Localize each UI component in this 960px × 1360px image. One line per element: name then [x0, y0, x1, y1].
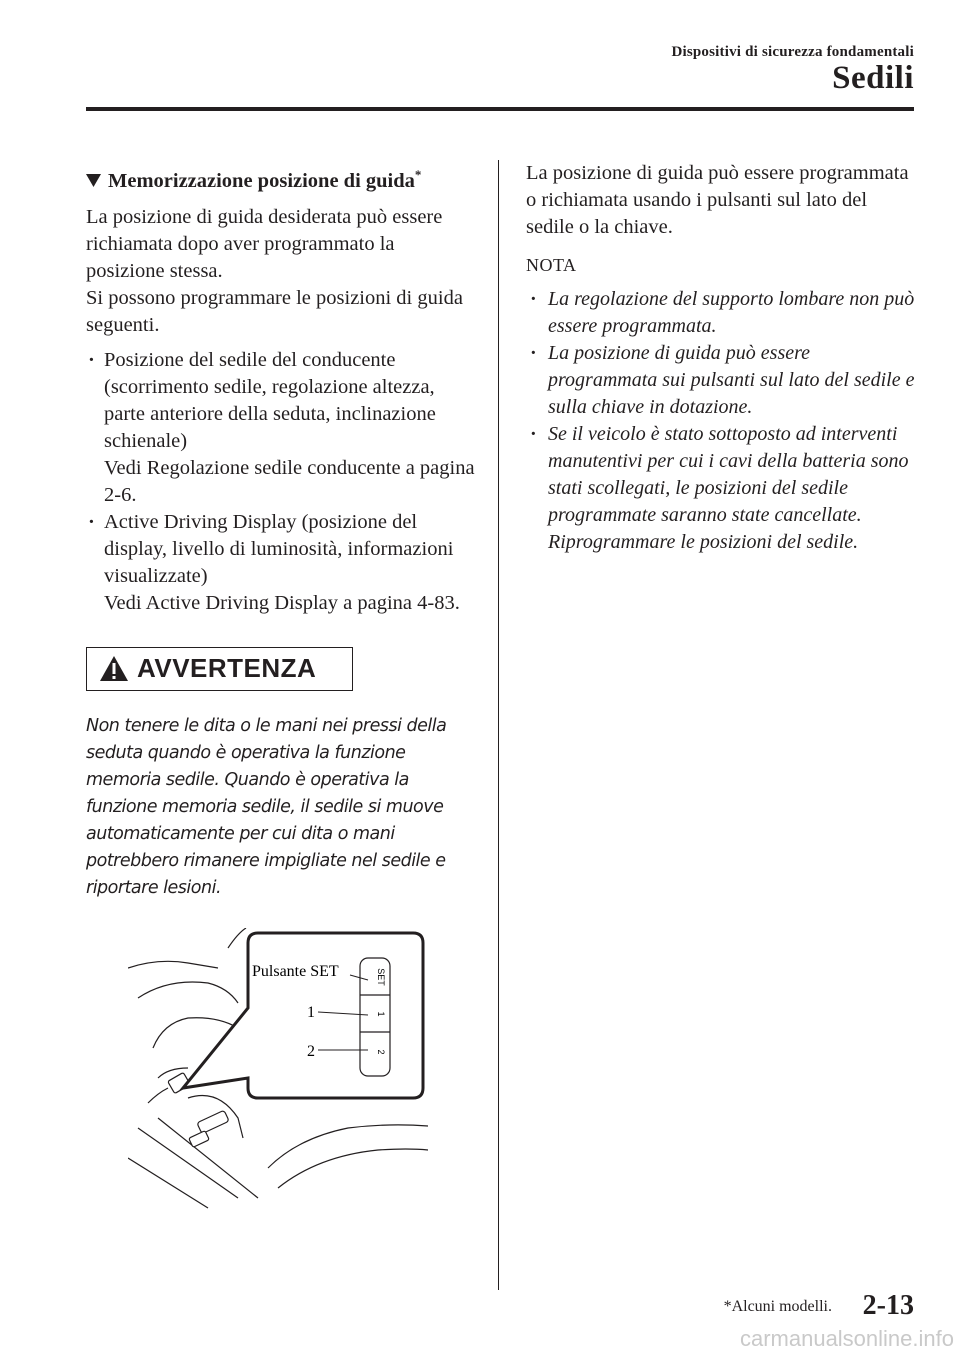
left-column	[86, 160, 476, 902]
list-item: · La regolazione del supporto lombare non può essere programmata.	[526, 286, 916, 340]
watermark: carmanualsonline.info	[739, 1326, 954, 1351]
column-divider	[498, 160, 499, 1290]
section-title: Dispositivi di sicurezza fondamentali	[671, 44, 914, 60]
list-item: · Active Driving Display (posizione del display, livello di luminosità, informazioni visualizzate) Vedi Active Driving Display a pagina 4-83.	[86, 509, 476, 617]
right-column	[526, 160, 916, 556]
seat-buttons-illustration	[128, 928, 428, 1218]
section-heading	[86, 160, 476, 196]
list-item: · Posizione del sedile del conducente (scorrimento sedile, regolazione altezza, parte anteriore della seduta, inclinazione schienale) Vedi Regolazione sedile conducente a pagina 2-6.	[86, 347, 476, 509]
bullet-list	[86, 347, 476, 617]
memory-button-2: 2	[376, 1049, 386, 1055]
nota-list	[526, 286, 916, 556]
list-item: · La posizione di guida può essere programmata sui pulsanti sul lato del sedile e sulla chiave in dotazione.	[526, 340, 916, 421]
page-number: 2-13	[862, 1290, 914, 1321]
memory-button-1: 1	[376, 1011, 386, 1017]
set-button: SET	[376, 968, 386, 986]
warning-title: AVVERTENZA	[137, 653, 317, 684]
intro-paragraph: La posizione di guida desiderata può essere richiamata dopo aver programmato la posizione stessa. Si possono programmare le posizioni di guida seguenti.	[86, 205, 463, 336]
header-rule	[86, 107, 914, 111]
footnote: *Alcuni modelli.	[723, 1298, 832, 1315]
warning-icon	[99, 655, 129, 682]
heading-text: Memorizzazione posizione di guida	[108, 169, 415, 192]
callout-set: Pulsante SET	[252, 963, 339, 980]
warning-text: Non tenere le dita o le mani nei pressi della seduta quando è operativa la funzione memoria sedile. Quando è operativa la funzione memoria sedile, il sedile si muove automaticamente per cui dita o mani potrebbero rimanere impigliate nel sedile e riportare lesioni.	[86, 715, 447, 898]
right-intro: La posizione di guida può essere programmata o richiamata usando i pulsanti sul lato del sedile o la chiave.	[526, 162, 909, 238]
triangle-marker-icon	[86, 166, 108, 196]
heading-asterisk: *	[414, 167, 422, 182]
warning-header	[86, 647, 353, 691]
callout-2: 2	[307, 1043, 315, 1060]
callout-1: 1	[307, 1004, 315, 1021]
chapter-title: Sedili	[832, 60, 914, 96]
nota-label: NOTA	[526, 255, 577, 275]
list-item: · Se il veicolo è stato sottoposto ad interventi manutentivi per cui i cavi della batteria sono stati scollegati, le posizioni del sedile programmate saranno state cancellate. Riprogrammare le posizioni del sedile.	[526, 421, 916, 556]
